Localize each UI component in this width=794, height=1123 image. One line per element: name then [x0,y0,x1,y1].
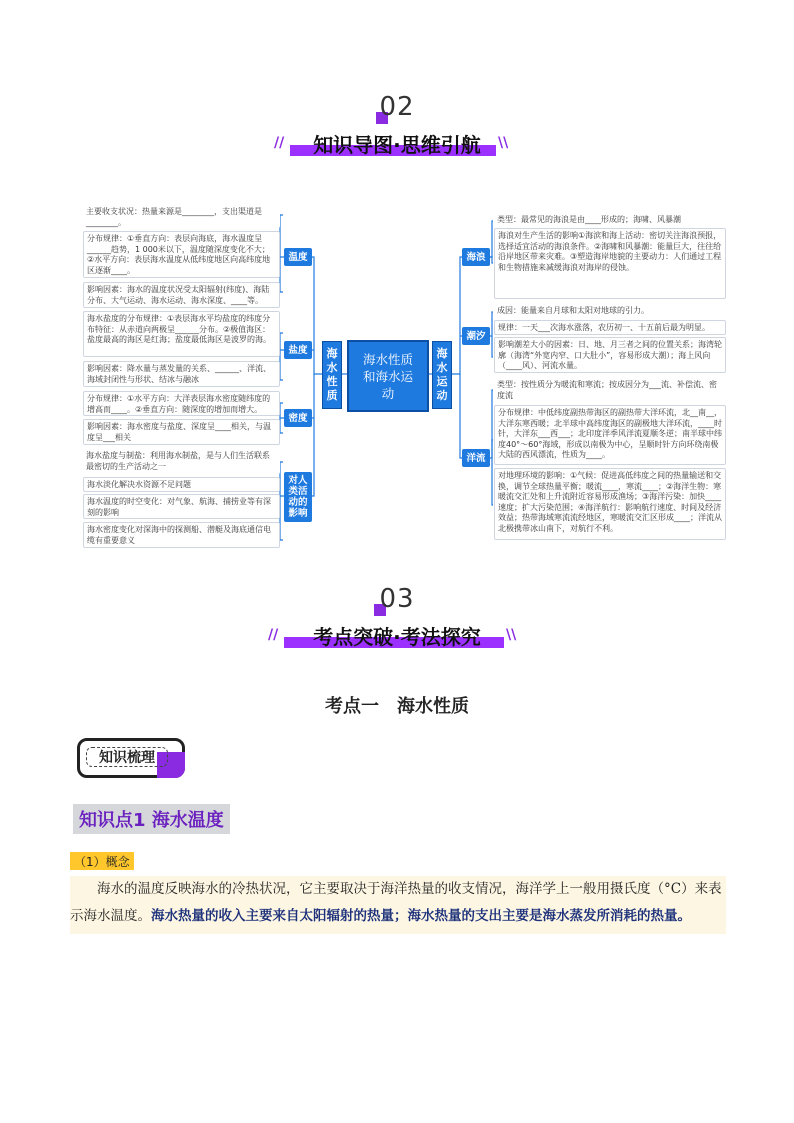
paragraph-bold: 海水热量的收入主要来自太阳辐射的热量；海水热量的支出主要是海水蒸发所消耗的热量。 [151,908,691,924]
mindmap-center-node: 海水性质和海水运动 [347,340,429,412]
mindmap-tag-human-impact: 对人类活动的影响 [284,472,312,522]
mindmap-leaf: 成因：能量来自月球和太阳对地球的引力。 [494,304,726,318]
mindmap-tag-density: 密度 [284,409,312,427]
mindmap-leaf: 影响潮差大小的因素：日、地、月三者之间的位置关系；海湾轮廓（海湾“外宽内窄、口大肚小”，容易形成大潮）；海上风向（____风）、河流水量。 [494,337,726,373]
badge-label: 知识梳理 [86,747,168,767]
knowledge-badge [77,738,185,778]
mindmap-right-branch: 海水运动 [432,341,452,409]
mindmap-leaf: 海水密度变化对深海中的探测船、潜艇及海底通信电缆有重要意义 [83,522,280,548]
mindmap-leaf: 对地理环境的影响：①气候：促进高低纬度之间的热量输送和交换，调节全球热量平衡；暖流____，寒流____；②海洋生物：寒暖流交汇处和上升流附近容易形成渔场；③海洋污染：加快____速度；扩大污染范围；④海洋航行：影响航行速度、时间及经济效益；热带海域寒流流经地区，寒暖流交汇区形成____；洋流从北极携带冰山南下，对航行不利。 [494,468,726,540]
mindmap-tag-temperature: 温度 [284,248,312,266]
kaodian-title: 考点一 海水性质 [325,696,469,717]
mindmap-tag-currents: 洋流 [462,449,490,467]
concept-paragraph [70,876,726,934]
mindmap-left-branch: 海水性质 [322,341,342,409]
mindmap-leaf: 分布规律：①垂直方向：表层向海底，海水温度呈______趋势，1 000米以下，温度随深度变化不大；②水平方向：表层海水温度从低纬度地区向高纬度地区逐渐____。 [83,231,280,278]
section-number: 02 [0,92,794,122]
paragraph-text: 海水的温度反映海水的冷热状况，它主要取决于海洋热量的收支情况，海洋学上一般用摄氏度（°C）来表示海水温度。 [70,881,722,924]
mindmap-tag-salinity: 盐度 [284,341,312,359]
mindmap-leaf: 影响因素：海水密度与盐度、深度呈____相关，与温度呈___相关 [83,419,280,445]
mindmap-leaf: 影响因素：降水量与蒸发量的关系、______、洋流、海域封闭性与形状、结冰与融冰 [83,361,280,387]
slash-decoration: \\ [506,627,517,643]
slash-decoration: // [274,135,285,151]
mindmap-leaf: 海水盐度与制盐：利用海水制盐，是与人们生活联系最密切的生产活动之一 [83,449,280,474]
mindmap-leaf: 类型：按性质分为暖流和寒流；按成因分为___流、补偿流、密度流 [494,378,726,403]
mindmap-leaf: 海浪对生产生活的影响①海滨和海上活动：密切关注海浪预报，选择适宜活动的海浪条件。②海啸和风暴潮：能量巨大，往往给沿岸地区带来灾难。③塑造海岸地貌的主要动力：人们通过工程和生物措施来减缓海浪对海岸的侵蚀。 [494,228,726,299]
slash-decoration: // [268,627,279,643]
mindmap-leaf: 类型：最常见的海浪是由____形成的；海啸、风暴潮 [494,213,726,227]
subsection-label: （1）概念 [70,852,134,870]
section-number: 03 [0,584,794,614]
mindmap-leaf: 海水盐度的分布规律：①表层海水平均盐度的纬度分布特征：从赤道向两极呈______分布。②极值海区：盐度最高的海区是红海；盐度最低海区是波罗的海。 [83,311,280,357]
section-title: 知识导图·思维引航 [0,129,794,158]
slash-decoration: \\ [498,135,509,151]
mindmap-leaf: 分布规律：中低纬度副热带海区的副热带大洋环流，北__南__，大洋东寒西暖；北半球中高纬度海区的副极地大洋环流，____时针，大洋东___西___；北印度洋季风洋流夏顺冬逆；南半球中纬度40°～60°海域，形成以南极为中心，呈顺时针方向环绕南极大陆的西风漂流，性质为____。 [494,405,726,465]
mindmap-tag-waves: 海浪 [462,248,490,266]
mindmap-leaf: 海水淡化解决水资源不足问题 [83,477,280,492]
mindmap-leaf: 海水温度的时空变化：对气象、航海、捕捞业等有深刻的影响 [83,494,280,519]
mindmap-leaf: 主要收支状况：热量来源是________，支出渠道是________。 [83,205,280,228]
mindmap-leaf: 规律：一天___次海水涨落，农历初一、十五前后最为明显。 [494,320,726,335]
mindmap-tag-tides: 潮汐 [462,327,490,345]
knowledge-point-title: 知识点1 海水温度 [73,804,230,834]
mindmap-leaf: 分布规律：①水平方向：大洋表层海水密度随纬度的增高而____。②垂直方向：随深度的增加而增大。 [83,391,280,416]
mindmap-leaf: 影响因素：海水的温度状况受太阳辐射(纬度)、海陆分布、大气运动、海水运动、海水深度、____等。 [83,282,280,308]
section-title: 考点突破·考法探究 [0,621,794,650]
